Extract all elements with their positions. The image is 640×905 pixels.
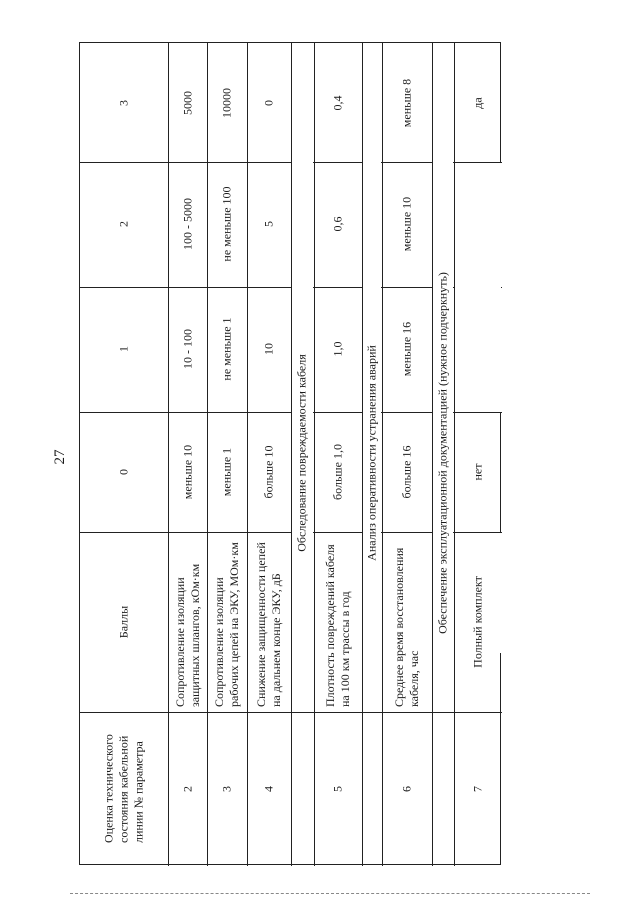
- row-5-number: 5: [330, 786, 345, 792]
- row-2-name: Сопротивление изоляции защитных шлангов, кОм·км: [173, 563, 202, 707]
- row-6-value-1: меньше 16: [399, 321, 414, 377]
- row-6-value-3: меньше 8: [399, 78, 414, 128]
- row-5-value-1: 1,0: [330, 341, 345, 357]
- header-score-0: 0: [116, 469, 131, 475]
- scan-edge-line: [70, 893, 590, 894]
- row-3-number: 3: [219, 786, 234, 792]
- row-7-name: Полный комплект: [470, 576, 485, 668]
- header-scores-label: Баллы: [116, 605, 131, 639]
- row-3-value-1: не меньше 1: [219, 317, 234, 381]
- row-3-value-2: не меньше 100: [219, 186, 234, 262]
- row-6-value-2: меньше 10: [399, 196, 414, 252]
- row-5-value-0: больше 1,0: [330, 444, 345, 500]
- row-3-value-0: меньше 1: [219, 447, 234, 497]
- row-3-value-3: 10000: [219, 88, 234, 118]
- section-documentation: Обеспечение эксплуатационной документацией (нужное подчеркнуть): [435, 272, 450, 634]
- page-number: 27: [52, 449, 68, 465]
- row-2-value-0: меньше 10: [180, 444, 195, 500]
- row-4-value-1: 10: [261, 343, 276, 355]
- row-5-value-3: 0,4: [330, 95, 345, 111]
- row-6-number: 6: [399, 786, 414, 792]
- row-2-value-3: 5000: [180, 91, 195, 115]
- row-7-number: 7: [470, 786, 485, 792]
- header-score-2: 2: [116, 221, 131, 227]
- row-4-name: Снижение защищенности цепей на дальнем конце ЭКУ, дБ: [254, 542, 283, 707]
- row-4-value-0: больше 10: [261, 445, 276, 499]
- section-emergency-response: Анализ оперативности устранения аварий: [364, 345, 379, 561]
- row-6-name: Среднее время восстановления кабеля, час: [392, 547, 421, 707]
- header-score-1: 1: [116, 346, 131, 352]
- row-3-name: Сопротивление изоляции рабочих цепей на ЭКУ, МОм·км: [212, 542, 241, 707]
- row-6-value-0: больше 16: [399, 445, 414, 499]
- row-2-value-2: 100 - 5000: [180, 198, 195, 250]
- header-param-number: Оценка технического состояния кабельной линии № параметра: [101, 734, 146, 843]
- row-4-number: 4: [261, 786, 276, 792]
- evaluation-table: [79, 42, 501, 865]
- row-4-value-3: 0: [261, 100, 276, 106]
- section-damage-survey: Обследование повреждаемости кабеля: [294, 354, 309, 552]
- row-4-value-2: 5: [261, 221, 276, 227]
- row-2-value-1: 10 - 100: [180, 329, 195, 369]
- row-5-name: Плотность повреждений кабеля на 100 км трассы в год: [323, 544, 352, 707]
- row-7-value-no: нет: [470, 463, 485, 481]
- row-7-value-yes: да: [470, 97, 485, 109]
- header-score-3: 3: [116, 100, 131, 106]
- row-2-number: 2: [180, 786, 195, 792]
- row-5-value-2: 0,6: [330, 216, 345, 232]
